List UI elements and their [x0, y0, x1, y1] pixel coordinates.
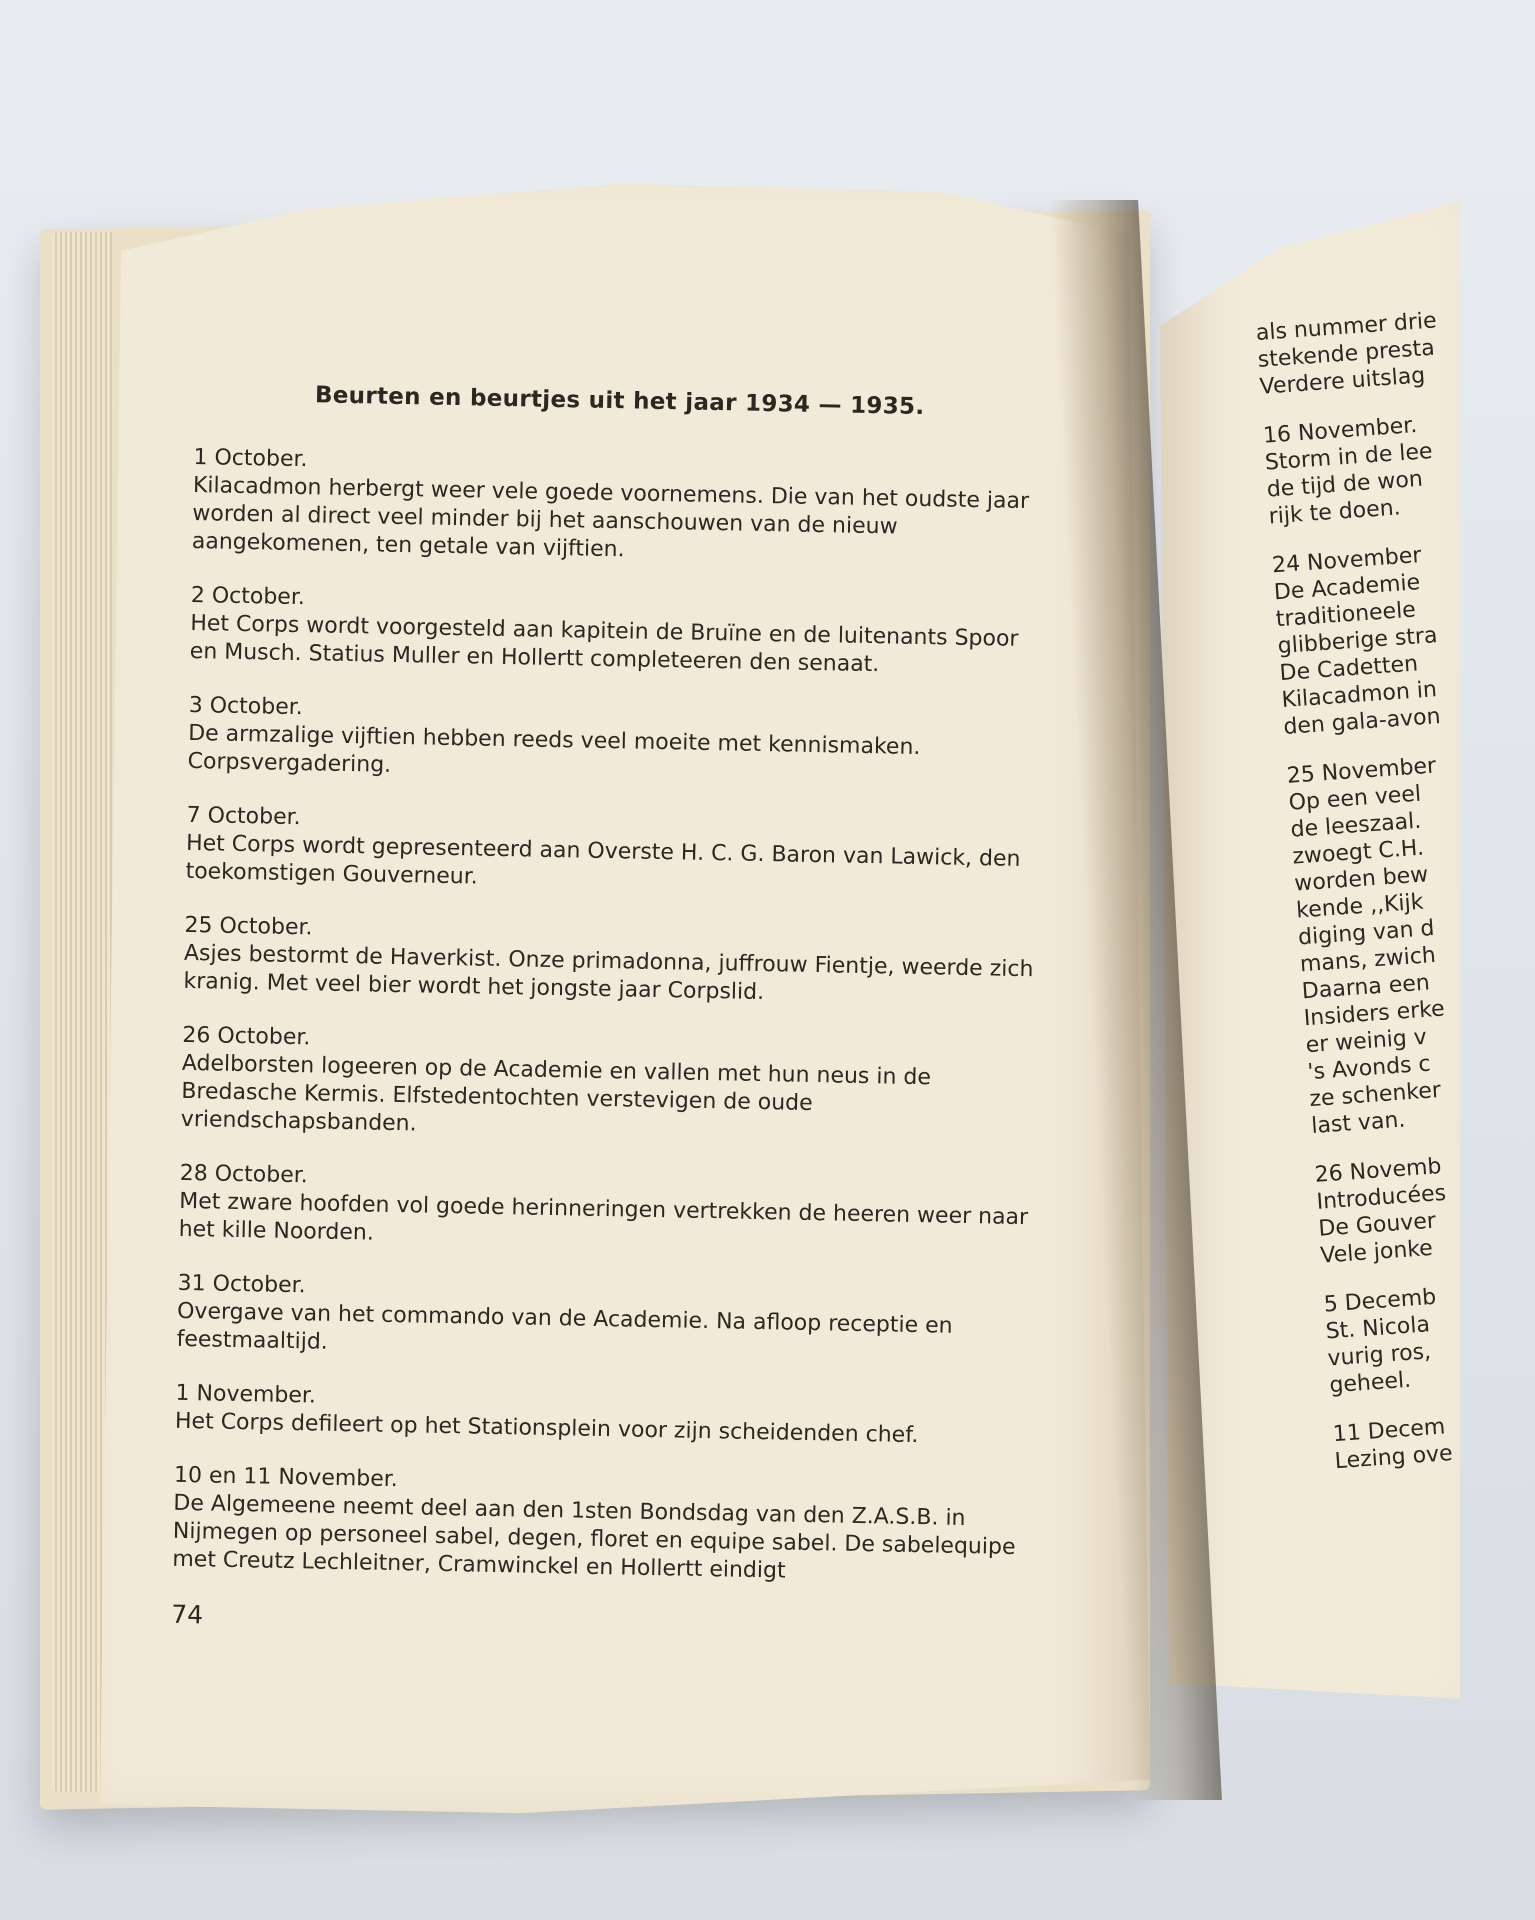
right-page-line: traditioneele	[1275, 597, 1417, 633]
chronicle-entry	[172, 1462, 1024, 1590]
page-title: Beurten en beurtjes uit het jaar 1934 — 1935.	[314, 382, 925, 421]
right-page-line: De Cadetten	[1278, 651, 1419, 687]
chronicle-entry	[175, 1380, 1026, 1452]
right-page-line: geheel.	[1328, 1367, 1412, 1399]
entry-text: Het Corps defileert op het Stationsplein voor zijn scheidenden chef.	[174, 1408, 919, 1449]
right-page-line: 26 Novemb	[1313, 1154, 1443, 1188]
right-page-line: worden bew	[1293, 862, 1430, 897]
entry-text: Asjes bestormt de Haverkist. Onze primadonna, juffrouw Fientje, weerde zich kranig. Met veel bier wordt het jongste jaar Corpslid.	[183, 940, 1034, 1006]
entry-date: 10 en 11 November.	[173, 1462, 399, 1493]
chronicle-entry	[181, 1022, 1033, 1150]
right-page-line: last van.	[1310, 1107, 1407, 1140]
entry-text: De Algemeene neemt deel aan den 1sten Bondsdag van den Z.A.S.B. in Nijmegen op personeel sabel, degen, floret en equipe sabel. De sabelequipe met Creutz Lechleitner, Cramwinckel en Hollertt eindigt	[172, 1490, 1016, 1584]
right-page-line: de leeszaal.	[1289, 808, 1422, 843]
right-page-line: 5 Decemb	[1323, 1284, 1437, 1318]
chronicle-entry	[185, 802, 1036, 902]
right-page-line: rijk te doen.	[1267, 495, 1402, 530]
right-page-line: Op een veel	[1287, 781, 1422, 816]
right-page-line: 25 November	[1286, 753, 1437, 789]
entry-text: Met zware hoofden vol goede herinneringen vertrekken de heeren weer naar het kille Noorden.	[178, 1188, 1029, 1246]
right-page-line: 11 Decem	[1332, 1414, 1447, 1448]
entry-text: Het Corps wordt voorgesteld aan kapitein de Bruïne en de luitenants Spoor en Musch. Statius Muller en Hollertt completeeren den senaat.	[189, 610, 1019, 678]
right-page-line: stekende presta	[1256, 335, 1436, 373]
right-page-line: er weinig v	[1304, 1024, 1428, 1059]
entry-list	[172, 444, 1044, 1590]
left-page-text	[171, 380, 1045, 1645]
entry-date: 31 October.	[177, 1270, 306, 1299]
chronicle-entry	[190, 582, 1041, 682]
right-page-line: ze schenker	[1308, 1077, 1442, 1113]
right-page-line: 24 November	[1271, 543, 1423, 579]
right-page-line: Kilacadmon in	[1280, 677, 1438, 714]
right-page-line: als nummer drie	[1255, 308, 1438, 346]
right-page-line: Lezing ove	[1333, 1441, 1454, 1475]
chronicle-entry	[178, 1160, 1029, 1260]
right-page-line: Vele jonke	[1319, 1235, 1434, 1269]
entry-date: 2 October.	[190, 582, 306, 611]
chronicle-entry	[183, 912, 1034, 1012]
page-edges	[52, 232, 112, 1792]
right-page-line: De Academie	[1273, 570, 1421, 606]
chronicle-entry	[176, 1270, 1027, 1370]
right-page-line: 16 November.	[1262, 412, 1419, 449]
entry-text: Kilacadmon herbergt weer vele goede voornemens. Die van het oudste jaar worden al direct veel minder bij het aanschouwen van de nieuw aangekomenen, ten getale van vijftien.	[191, 472, 1030, 563]
right-page-line: diging van d	[1297, 916, 1436, 951]
entry-date: 1 October.	[193, 444, 308, 473]
chronicle-entry	[192, 444, 1044, 572]
right-page-line: Introducées	[1315, 1180, 1447, 1215]
right-page-line: 's Avonds c	[1306, 1051, 1432, 1086]
right-page-line: Verdere uitslag	[1258, 363, 1427, 400]
entry-date: 28 October.	[179, 1160, 308, 1189]
right-page-line: mans, zwich	[1299, 942, 1437, 978]
right-page-line: Daarna een	[1301, 970, 1431, 1005]
right-page-line: De Gouver	[1317, 1208, 1437, 1242]
entry-text: Het Corps wordt gepresenteerd aan Overste H. C. G. Baron van Lawick, den toekomstigen Gouverneur.	[185, 830, 1021, 890]
right-page-line: St. Nicola	[1324, 1312, 1431, 1345]
right-page-line: glibberige stra	[1276, 623, 1439, 660]
right-page-line: Insiders erke	[1302, 996, 1446, 1032]
right-page-line: de tijd de won	[1266, 466, 1424, 503]
entry-date: 7 October.	[186, 802, 301, 831]
entry-date: 1 November.	[175, 1380, 317, 1409]
entry-text: Adelborsten logeeren op de Academie en vallen met hun neus in de Bredasche Kermis. Elfstedentochten verstevigen de oude vriendschapsbanden.	[180, 1050, 932, 1137]
chronicle-entry	[187, 692, 1038, 792]
entry-date: 26 October.	[182, 1022, 311, 1051]
entry-date: 25 October.	[184, 912, 313, 941]
right-page-line: kende ,,Kijk	[1295, 889, 1425, 924]
entry-date: 3 October.	[188, 692, 303, 721]
page-number: 74	[171, 1599, 204, 1630]
right-page-line: den gala-avon	[1282, 704, 1442, 740]
right-page-line: zwoegt C.H.	[1291, 835, 1425, 870]
entry-text: Overgave van het commando van de Academie. Na afloop receptie en feestmaaltijd.	[176, 1298, 953, 1355]
right-page-line: vurig ros,	[1326, 1339, 1432, 1372]
entry-text: De armzalige vijftien hebben reeds veel moeite met kennismaken. Corpsvergadering.	[187, 720, 921, 778]
right-page-line: Storm in de lee	[1264, 438, 1434, 476]
